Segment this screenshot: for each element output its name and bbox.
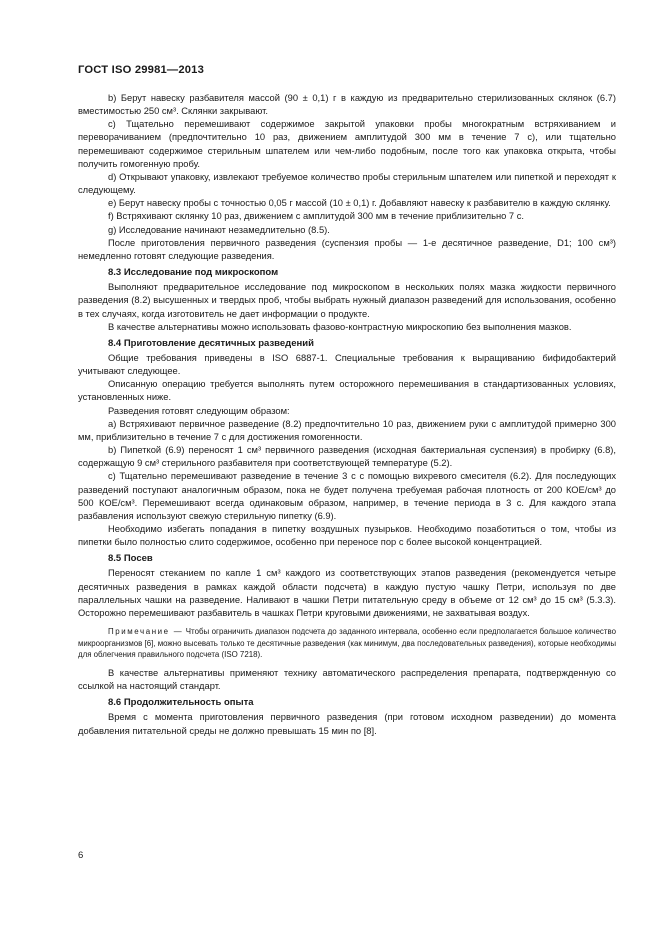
item-b: b) Берут навеску разбавителя массой (90 ± 0,1) г в каждую из предварительно стерилизованных склянок (6.7) вместимостью 250 см³. Склянки закрывают. [78,93,616,117]
paragraph: Разведения готовят следующим образом: [108,405,290,416]
section-heading-8-6: 8.6 Продолжительность опыта [108,697,254,709]
section-heading-8-3: 8.3 Исследование под микроскопом [108,267,279,279]
item-f: f) Встряхивают склянку 10 раз, движением с амплитудой 300 мм в течение приблизительно 7 с. [108,211,524,222]
item-c: c) Тщательно перемешивают содержимое закрытой упаковки пробы многократным встряхиванием и переворачиванием (предпочтительно 10 раз, движением амплитудой 300 мм в течение 7 с), или тщательно перемешивают содержимое стерильным шпателем или чем-либо подобным, после того как упаковка открыта, чтобы получить гомогенную пробу. [78,119,616,169]
paragraph: Время с момента приготовления первичного разведения (при готовом исходном разведении) до момента добавления питательной среды не должно превышать 15 мин по [8]. [78,712,616,736]
item-e: e) Берут навеску пробы с точностью 0,05 г массой (10 ± 0,1) г. Добавляют навеску к разбавителю в каждую склянку. [108,198,611,209]
paragraph: Описанную операцию требуется выполнять путем осторожного перемешивания в стандартизованных условиях, установленных ниже. [78,379,616,403]
note [78,626,616,661]
document-header: ГОСТ ISO 29981—2013 [78,64,205,76]
paragraph: В качестве альтернативы применяют технику автоматического распределения препарата, подтвержденную со ссылкой на настоящий стандарт. [78,667,616,692]
paragraph: Переносят стеканием по капле 1 см³ каждого из соответствующих этапов разведения (рекомендуется четыре десятичных разведения в рамках каждой области подсчета) в каждую пустую чашку Петри, используя по две параллельных чашки на разведение. Наливают в чашки Петри питательную среду в объеме от 12 см³ до 15 см³ (5.3.3). Осторожно перемешивают разбавитель в чашках Петри круговыми движениями, не захватывая воздух. [78,568,616,618]
item-g: g) Исследование начинают незамедлительно (8.5). [108,224,330,235]
page-number: 6 [78,850,84,861]
section-heading-8-5: 8.5 Посев [108,553,153,565]
paragraph: В качестве альтернативы можно использовать фазово-контрастную микроскопию без выполнения мазков. [108,321,572,332]
section-heading-8-4: 8.4 Приготовление десятичных разведений [108,337,314,349]
item-d: d) Открывают упаковку, извлекают требуемое количество пробы стерильным шпателем или пипеткой и переходят к следующему. [78,171,616,196]
document-body [78,92,616,738]
paragraph: Общие требования приведены в ISO 6887-1. Специальные требования к выращиванию бифидобактерий учитывают следующее. [78,352,616,377]
note-text: Чтобы ограничить диапазон подсчета до заданного интервала, особенно если предполагается большое количество микроорганизмов [6], можно высевать только те десятичные разведения (как минимум, два последовательных разведения), которые необходимы для облегчения правильного подсчета (ISO 7218). [78,627,616,660]
paragraph: Выполняют предварительное исследование под микроскопом в нескольких полях мазка жидкости первичного разведения (8.2) высушенных и твердых проб, чтобы выбрать нужный диапазон разведений для использования, особенно в тех случаях, когда изготовитель не дает информации о продукте. [78,282,616,319]
list-item: b) Пипеткой (6.9) переносят 1 см³ первичного разведения (исходная бактериальная суспензия) в пробирку (6.8), содержащую 9 см³ стерильного разбавителя при соответствующей температуре (5.2). [78,445,616,469]
paragraph: Необходимо избегать попадания в пипетку воздушных пузырьков. Необходимо позаботиться о том, чтобы из пипетки было полностью слито содержимое, особенно при переносе пор с более высокой концентрацией. [78,524,616,548]
paragraph: После приготовления первичного разведения (суспензия пробы — 1-е десятичное разведение, D1; 100 см³) немедленно готовят следующие разведения. [78,237,616,261]
note-label: Примечание — [108,627,184,637]
list-item: a) Встряхивают первичное разведение (8.2) предпочтительно 10 раз, движением руки с амплитудой примерно 300 мм, приблизительно в течение 7 с для достижения гомогенности. [78,418,616,442]
list-item: c) Тщательно перемешивают разведение в течение 3 с с помощью вихревого смесителя (6.2). Для последующих разведений поступают аналогичным образом, пока не будет получена требуемая рабочая плотность от 200 КОЕ/см³ до 500 КОЕ/см³. Перемешивают всегда одинаковым образом, например, в течение периода в 3 с. Для каждого этапа разбавления используют свежую стерильную пипетку (6.9). [78,471,616,521]
